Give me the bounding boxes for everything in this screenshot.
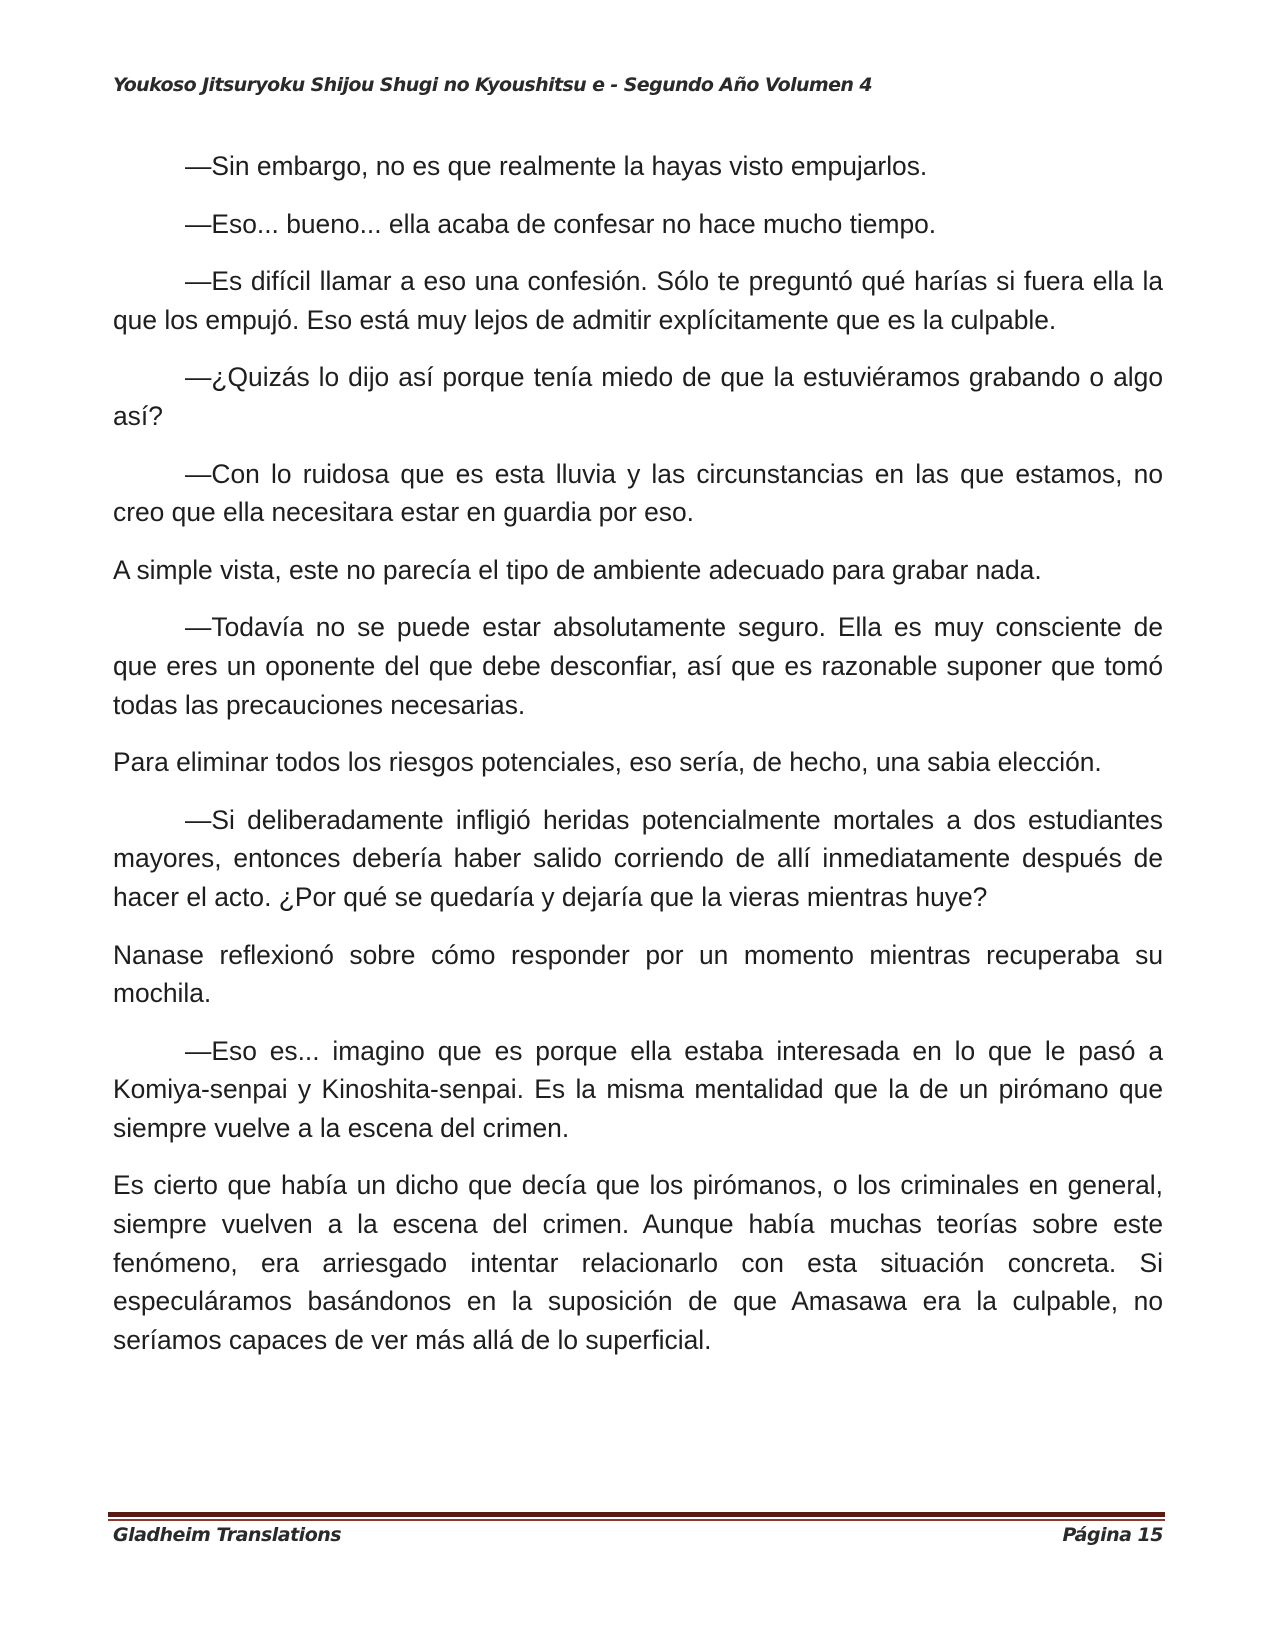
running-header: Youkoso Jitsuryoku Shijou Shugi no Kyoushitsu e - Segundo Año Volumen 4: [113, 74, 872, 96]
paragraph-dialogue: —Eso es... imagino que es porque ella estaba interesada en lo que le pasó a Komiya-senpai y Kinoshita-senpai. Es la misma mentalidad que la de un pirómano que siempre vuelve a la escena del crimen.: [113, 1035, 1163, 1143]
paragraph-dialogue: —Eso... bueno... ella acaba de confesar no hace mucho tiempo.: [185, 208, 937, 239]
paragraph-dialogue: —Con lo ruidosa que es esta lluvia y las circunstancias en las que estamos, no creo que ella necesitara estar en guardia por eso.: [113, 458, 1163, 528]
paragraph-narration: A simple vista, este no parecía el tipo de ambiente adecuado para grabar nada.: [113, 554, 1042, 585]
paragraph-narration: Para eliminar todos los riesgos potenciales, eso sería, de hecho, una sabia elección.: [113, 747, 1102, 778]
paragraph-dialogue: —Si deliberadamente infligió heridas potencialmente mortales a dos estudiantes mayores, entonces debería haber salido corriendo de allí inmediatamente después de hacer el acto. ¿Por qué se quedaría y dejaría que la vieras mientras huye?: [113, 804, 1163, 912]
paragraph-dialogue: —Todavía no se puede estar absolutamente seguro. Ella es muy consciente de que eres un oponente del que debe desconfiar, así que es razonable suponer que tomó todas las precauciones necesarias.: [113, 612, 1163, 720]
footer-divider-thick: [108, 1512, 1165, 1517]
page-number: Página 15: [1062, 1524, 1163, 1546]
paragraph-narration: Es cierto que había un dicho que decía que los pirómanos, o los criminales en general, siempre vuelven a la escena del crimen. Aunque había muchas teorías sobre este fenómeno, era arriesgado intentar relacionarlo con esta situación concreta. Si especuláramos basándonos en la suposición de que Amasawa era la culpable, no seríamos capaces de ver más allá de lo superficial.: [113, 1170, 1163, 1355]
paragraph-dialogue: —Es difícil llamar a eso una confesión. Sólo te preguntó qué harías si fuera ella la que los empujó. Eso está muy lejos de admitir explícitamente que es la culpable.: [113, 266, 1163, 335]
footer-credit: Gladheim Translations: [113, 1524, 342, 1546]
footer-divider-thin: [108, 1519, 1165, 1521]
paragraph-narration: Nanase reflexionó sobre cómo responder por un momento mientras recuperaba su mochila.: [113, 939, 1163, 1009]
body-text: [113, 147, 1163, 1378]
paragraph-dialogue: —¿Quizás lo dijo así porque tenía miedo de que la estuviéramos grabando o algo así?: [113, 362, 1163, 431]
paragraph-dialogue: —Sin embargo, no es que realmente la hayas visto empujarlos.: [185, 151, 928, 181]
